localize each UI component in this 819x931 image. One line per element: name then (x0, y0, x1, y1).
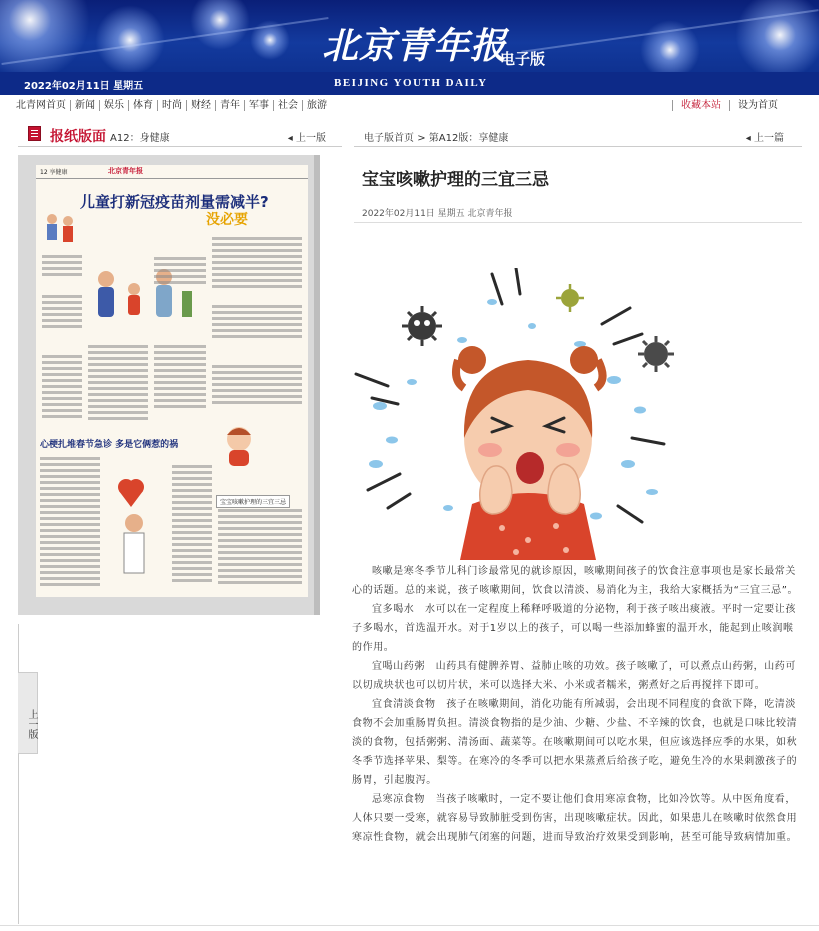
nav-item-military[interactable]: 军事 (245, 100, 274, 111)
thumbnail-doctor-illustration (42, 211, 78, 251)
bookmark-link[interactable]: 收藏本站 (672, 100, 730, 111)
newspaper-logo-english: BEIJING YOUTH DAILY (334, 77, 488, 89)
article-title: 宝宝咳嗽护理的三宜三忌 (362, 170, 549, 190)
nav-links (16, 100, 331, 111)
nav-item-youth[interactable]: 青年 (216, 100, 245, 111)
thumbnail-heart-illustration (106, 463, 166, 583)
page-thumbnail[interactable] (36, 165, 308, 597)
page-layout-bar (18, 125, 342, 147)
thumbnail-headline: 儿童打新冠疫苗剂量需减半? (80, 193, 269, 211)
issue-date: 2022年02月11日 星期五 (24, 81, 144, 92)
nav-actions (672, 100, 786, 111)
side-prev-page-button[interactable]: 上一版 (18, 672, 38, 754)
article-paragraph: 宜多喝水 水可以在一定程度上稀释呼吸道的分泌物，利于孩子咳出痰液。平时一定要让孩子多喝水，首选温开水。对于1岁以上的孩子，可以喝一些添加蜂蜜的温开水，能起到止咳润喉的作用。 (352, 604, 796, 653)
thumbnail-article-link[interactable]: 宝宝咳嗽护理的三宜三忌 (216, 495, 290, 508)
set-homepage-link[interactable]: 设为首页 (738, 100, 778, 111)
article-paragraph: 宜喝山药粥 山药具有健脾养胃、益肺止咳的功效。孩子咳嗽了，可以煮点山药粥，山药可以切成块状也可以切片状，米可以选择大米、小米或者糯米，粥煮好之后再搅拌下即可。 (352, 661, 796, 691)
breadcrumb-separator: > (417, 133, 426, 144)
germ-icon (638, 336, 674, 372)
nav-item-entertainment[interactable]: 娱乐 (100, 100, 129, 111)
thumbnail-page-label: 12 享健康 (40, 169, 68, 176)
edition-name: A12：身健康 (110, 133, 170, 144)
prev-page-link[interactable]: ◂ 上一版 (287, 133, 326, 144)
edition-label: 电子版 (500, 50, 546, 68)
nav-item-travel[interactable]: 旅游 (307, 100, 327, 111)
newspaper-logo: 北京青年报 (322, 25, 508, 67)
article-paragraph: 宜食清淡食物 孩子在咳嗽期间，消化功能有所减弱，会出现不同程度的食欲下降，吃清淡食物不会加重肠胃负担。清淡食物指的是少油、少糖、少盐、不辛辣的饮食，也就是口味比较清淡的食物，包括粥粥、清汤面、蔬菜等。在咳嗽期间可以吃水果，但应该选择应季的水果，如秋冬季节选择苹果、梨等。在寒冷的冬季可以把水果蒸煮后给孩子吃，避免生冷的水果刺激孩子的肠胃，引起腹泻。 (352, 699, 798, 786)
breadcrumb-edition-link[interactable]: 第A12版：享健康 (428, 133, 509, 144)
nav-item-society[interactable]: 社会 (274, 100, 303, 111)
newspaper-icon (28, 126, 41, 141)
prev-article-link[interactable]: ◂ 上一篇 (745, 133, 784, 144)
breadcrumb-home-link[interactable]: 电子版首页 (364, 133, 414, 144)
nav-item-finance[interactable]: 财经 (187, 100, 216, 111)
thumbnail-section-headline: 心梗扎堆春节急诊 多是它俩惹的祸 (40, 440, 179, 450)
nav-item-news[interactable]: 新闻 (71, 100, 100, 111)
article-paragraph: 咳嗽是寒冬季节儿科门诊最常见的就诊原因，咳嗽期间孩子的饮食注意事项也是家长最常关心的话题。总的来说，孩子咳嗽期间，饮食以清淡、易消化为主，我给大家概括为“三宜三忌”。 (352, 566, 799, 596)
germ-icon (402, 306, 442, 346)
top-nav (0, 96, 819, 116)
article-paragraph: 忌寒凉食物 当孩子咳嗽时，一定不要让他们食用寒凉食物，比如冷饮等。从中医角度看，人体只要一受寒，就容易导致肺脏受到伤害，出现咳嗽症状。因此，如果患儿在咳嗽时依然食用寒凉性食物，就会出现肺气闭塞的问题，进而导致治疗效果受到影响，甚至可能导致病情加重。 (352, 794, 798, 843)
coughing-girl-illustration (352, 268, 688, 560)
article-meta: 2022年02月11日 星期五 北京青年报 (362, 209, 513, 219)
breadcrumb (364, 129, 508, 144)
nav-item-home[interactable]: 北青网首页 (16, 100, 71, 111)
nav-item-sports[interactable]: 体育 (129, 100, 158, 111)
masthead (0, 0, 819, 95)
article-body (352, 562, 804, 847)
thumbnail-brand: 北京青年报 (108, 167, 143, 175)
decor-glow (190, 0, 250, 50)
nav-item-fashion[interactable]: 时尚 (158, 100, 187, 111)
decor-glow (95, 5, 165, 75)
germ-icon (556, 284, 584, 312)
page-layout-title: 报纸版面 (50, 129, 106, 145)
thumbnail-header (36, 165, 308, 179)
article-breadcrumb-bar (354, 125, 802, 147)
thumbnail-subhead: 没必要 (206, 212, 248, 228)
decor-glow (0, 0, 90, 80)
thumbnail-cough-illustration (214, 417, 264, 467)
